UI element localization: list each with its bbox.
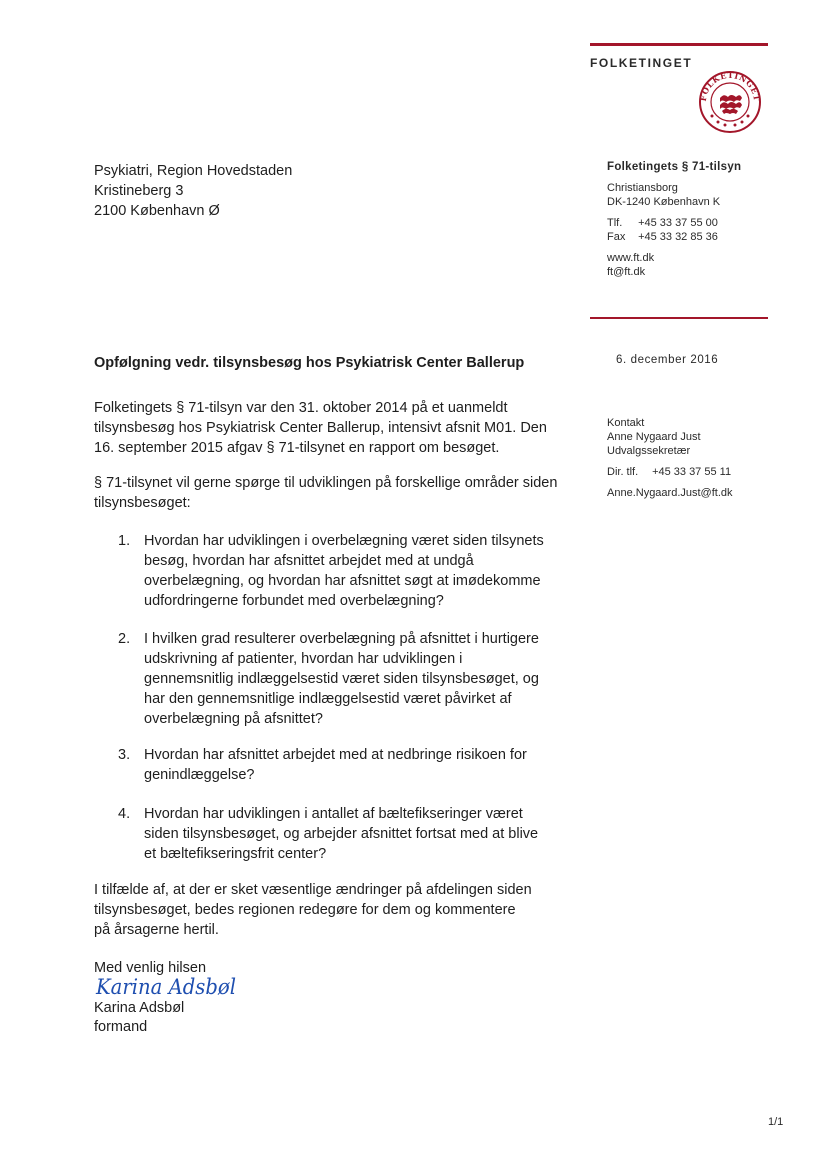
sender-web[interactable]: www.ft.dk: [607, 252, 655, 264]
signoff-role: formand: [94, 1019, 148, 1035]
recipient-address: [94, 161, 292, 221]
contact-label: Kontakt: [607, 417, 645, 429]
direct-phone-label: Dir. tlf.: [607, 466, 639, 478]
page-number: 1/1: [768, 1116, 784, 1128]
contact-name: Anne Nygaard Just: [607, 431, 701, 443]
contact-direct-row: [607, 465, 733, 479]
signoff-greeting: Med venlig hilsen: [94, 960, 207, 976]
question-number: 1.: [118, 533, 131, 549]
question-text: Hvordan har udviklingen i overbelægning været siden tilsynets besøg, hvordan har afsnittet arbejdet med at undgå overbelægning, og hvordan har afsnittet søgt at imødekomme udfordringerne forbundet med overbelægning?: [144, 533, 544, 609]
phone-label: Tlf.: [607, 217, 623, 229]
sender-fax-row: [607, 230, 718, 244]
question-text: Hvordan har afsnittet arbejdet med at nedbringe risikoen for genindlæggelse?: [144, 747, 527, 783]
fax-number: +45 33 32 85 36: [638, 231, 718, 243]
brand-name: FOLKETINGET: [590, 56, 693, 70]
contact-email[interactable]: Anne.Nygaard.Just@ft.dk: [607, 487, 733, 499]
signoff-name: Karina Adsbøl: [94, 1000, 185, 1016]
seal-text: FOLKETINGET: [698, 70, 762, 102]
recipient-line: 2100 København Ø: [94, 203, 220, 219]
sender-title: Folketingets § 71-tilsyn: [607, 161, 742, 173]
question-number: 3.: [118, 747, 131, 763]
phone-number: +45 33 37 55 00: [638, 217, 718, 229]
letter-subject: Opfølgning vedr. tilsynsbesøg hos Psykiatrisk Center Ballerup: [94, 355, 525, 371]
sender-address: [607, 181, 720, 209]
recipient-line: Psykiatri, Region Hovedstaden: [94, 163, 293, 179]
sender-phone-row: [607, 216, 718, 230]
sidebar-divider-rule: [590, 317, 768, 319]
closing-paragraph: I tilfælde af, at der er sket væsentlige ændringer på afdelingen siden tilsynsbesøget, bedes regionen redegøre for dem og kommentere på årsagerne hertil.: [94, 882, 532, 938]
intro-paragraph: Folketingets § 71-tilsyn var den 31. oktober 2014 på et uanmeldt tilsynsbesøg hos Psykiatrisk Center Ballerup, intensivt afsnit M01. Den 16. september 2015 afgav § 71-tilsynet en rapport om besøget.: [94, 400, 547, 456]
contact-block: [607, 416, 733, 500]
question-lead-paragraph: § 71-tilsynet vil gerne spørge til udviklingen på forskellige områder siden tilsynsbesøget:: [94, 475, 558, 511]
direct-phone-number: +45 33 37 55 11: [652, 466, 732, 478]
sender-address-line: Christiansborg: [607, 182, 678, 194]
contact-role: Udvalgssekretær: [607, 445, 691, 457]
sender-address-line: DK-1240 København K: [607, 196, 721, 208]
signature-text: Karina Adsbøl: [95, 975, 236, 999]
recipient-line: Kristineberg 3: [94, 183, 184, 199]
question-number: 4.: [118, 806, 131, 822]
header-top-rule: [590, 43, 768, 46]
letter-date: 6. december 2016: [616, 354, 719, 366]
sender-email[interactable]: ft@ft.dk: [607, 266, 646, 278]
question-text: I hvilken grad resulterer overbelægning på afsnittet i hurtigere udskrivning af patienter, hvordan har udviklingen i gennemsnitlig indlæggelsestid været siden tilsynsbesøget, og har den gennemsnitlige indlæggelsestid været påvirket af overbelægning på afsnittet?: [144, 631, 539, 727]
folketinget-seal-icon: [698, 70, 762, 134]
question-number: 2.: [118, 631, 131, 647]
fax-label: Fax: [607, 231, 626, 243]
question-text: Hvordan har udviklingen i antallet af bæltefikseringer været siden tilsynsbesøget, og arbejder afsnittet fortsat med at blive et bæltefikseringsfrit center?: [144, 806, 539, 862]
